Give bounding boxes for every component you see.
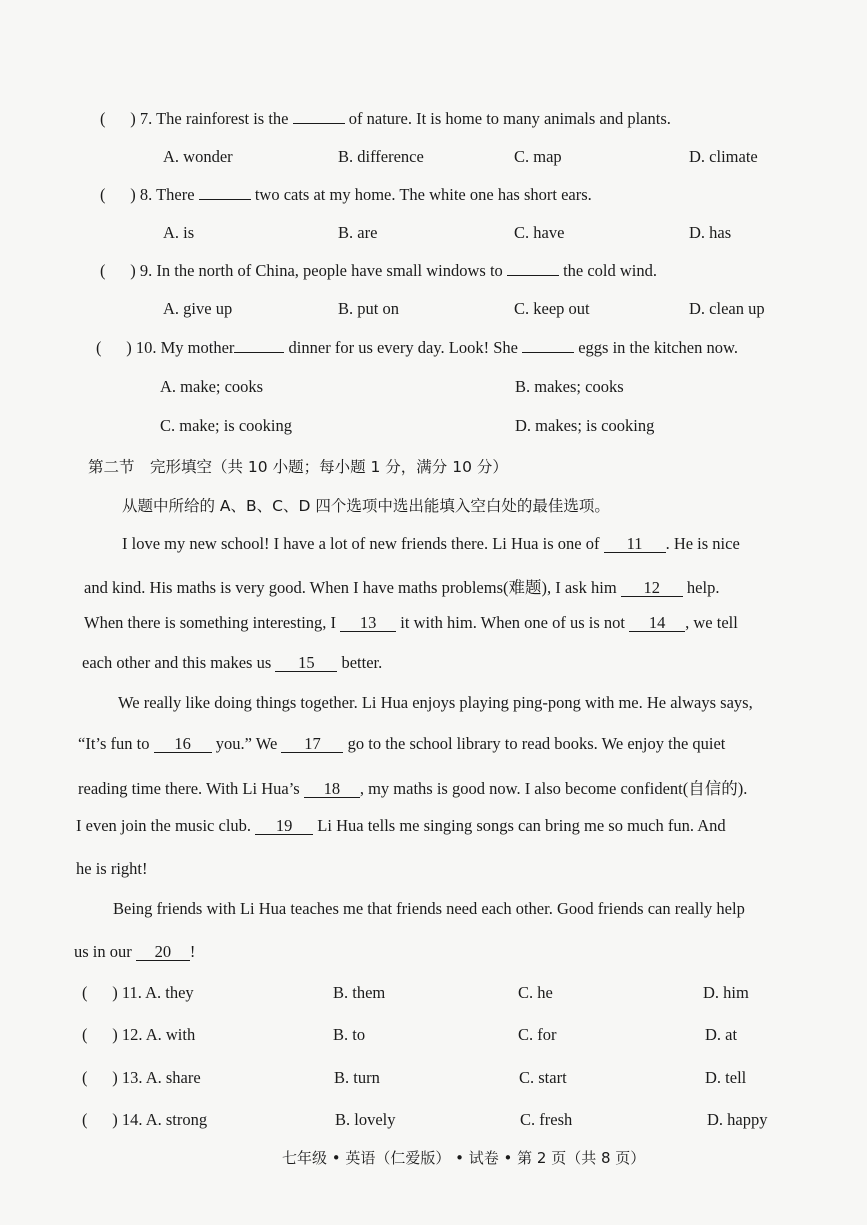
passage-line: each other and this makes us 15 better. — [82, 653, 383, 672]
cloze-blank: 18 — [304, 781, 360, 798]
section-title: 第二节 完形填空（共 10 小题；每小题 1 分，满分 10 分） — [88, 458, 508, 476]
option-c: C. start — [519, 1068, 567, 1087]
option-d: D. clean up — [689, 299, 765, 318]
passage-line: and kind. His maths is very good. When I have maths problems(难题), I ask him 12 help. — [84, 578, 720, 597]
option-b: B. difference — [338, 147, 424, 166]
cloze-blank: 19 — [255, 818, 313, 835]
option-d: D. happy — [707, 1110, 768, 1129]
question-text: eggs in the kitchen now. — [578, 338, 738, 357]
question-number: 13. — [121, 1068, 143, 1087]
cloze-blank: 16 — [154, 736, 212, 753]
option-d: D. climate — [689, 147, 758, 166]
option-b: B. makes; cooks — [515, 377, 624, 396]
option-a: A. strong — [145, 1110, 208, 1129]
answer-bracket: ( ) — [100, 109, 136, 128]
answer-bracket: ( ) — [96, 338, 132, 357]
cloze-blank: 14 — [629, 615, 685, 632]
option-c: C. map — [514, 147, 562, 166]
option-a: A. is — [163, 223, 195, 242]
passage-line: We really like doing things together. Li Hua enjoys playing ping-pong with me. He always says, — [118, 693, 753, 712]
option-d: D. has — [689, 223, 732, 242]
option-a: A. share — [145, 1068, 201, 1087]
option-a: A. give up — [163, 299, 233, 318]
option-b: B. are — [338, 223, 378, 242]
question-number: 10. — [135, 338, 157, 357]
answer-blank — [234, 352, 284, 353]
passage-line: reading time there. With Li Hua’s 18 , my maths is good now. I also become confident(自信的). — [78, 779, 748, 798]
question-number: 11. — [121, 983, 142, 1002]
cloze-question-13 — [82, 1068, 201, 1088]
question-text: dinner for us every day. Look! She — [288, 338, 518, 357]
answer-bracket: ( ) — [82, 1068, 118, 1087]
cloze-blank: 15 — [275, 655, 337, 672]
option-c: C. he — [518, 983, 553, 1002]
question-text: My mother — [160, 338, 235, 357]
option-a: A. make; cooks — [160, 377, 264, 396]
option-c: C. for — [518, 1025, 557, 1044]
question-text: The rainforest is the — [156, 109, 289, 128]
cloze-blank: 20 — [136, 944, 190, 961]
option-b: B. put on — [338, 299, 399, 318]
question-10 — [96, 338, 738, 358]
question-9 — [100, 261, 657, 281]
question-text: two cats at my home. The white one has short ears. — [254, 185, 592, 204]
section-instruction: 从题中所给的 A、B、C、D 四个选项中选出能填入空白处的最佳选项。 — [122, 497, 610, 515]
option-b: B. to — [333, 1025, 366, 1044]
answer-blank — [199, 199, 251, 200]
passage-line: Being friends with Li Hua teaches me that friends need each other. Good friends can really help — [113, 899, 745, 918]
option-b: B. lovely — [335, 1110, 396, 1129]
question-number: 7. — [139, 109, 153, 128]
option-c: C. fresh — [520, 1110, 573, 1129]
option-d: D. tell — [705, 1068, 747, 1087]
option-c: C. keep out — [514, 299, 590, 318]
question-number: 9. — [139, 261, 153, 280]
answer-blank — [293, 123, 345, 124]
option-d: D. him — [703, 983, 749, 1002]
question-text: In the north of China, people have small windows to — [156, 261, 503, 280]
cloze-blank: 13 — [340, 615, 396, 632]
question-text: There — [156, 185, 195, 204]
option-c: C. have — [514, 223, 565, 242]
passage-line: When there is something interesting, I 13 it with him. When one of us is not 14 , we tell — [84, 613, 738, 632]
cloze-blank: 12 — [621, 580, 683, 597]
question-text: of nature. It is home to many animals and plants. — [348, 109, 671, 128]
cloze-question-14 — [82, 1110, 207, 1130]
cloze-blank: 11 — [604, 536, 666, 553]
option-c: C. make; is cooking — [160, 416, 292, 435]
question-8 — [100, 185, 592, 205]
option-b: B. them — [333, 983, 386, 1002]
cloze-question-12 — [82, 1025, 195, 1045]
passage-line: I even join the music club. 19 Li Hua tells me singing songs can bring me so much fun. And — [76, 816, 726, 835]
passage-line: I love my new school! I have a lot of new friends there. Li Hua is one of 11 . He is nice — [122, 534, 740, 553]
passage-line: “It’s fun to 16 you.” We 17 go to the school library to read books. We enjoy the quiet — [78, 734, 726, 753]
question-7 — [100, 109, 671, 129]
page-footer: 七年级 • 英语（仁爱版） • 试卷 • 第 2 页（共 8 页） — [282, 1149, 646, 1167]
option-a: A. wonder — [163, 147, 233, 166]
question-number: 8. — [139, 185, 153, 204]
passage-line: he is right! — [76, 859, 148, 878]
question-text: the cold wind. — [563, 261, 658, 280]
answer-bracket: ( ) — [100, 185, 136, 204]
option-a: A. they — [145, 983, 194, 1002]
option-d: D. at — [705, 1025, 738, 1044]
option-d: D. makes; is cooking — [515, 416, 655, 435]
passage-line: us in our 20 ! — [74, 942, 196, 961]
cloze-blank: 17 — [281, 736, 343, 753]
question-number: 14. — [121, 1110, 143, 1129]
answer-blank — [522, 352, 574, 353]
answer-bracket: ( ) — [82, 983, 118, 1002]
option-a: A. with — [145, 1025, 196, 1044]
question-number: 12. — [121, 1025, 143, 1044]
answer-bracket: ( ) — [100, 261, 136, 280]
answer-blank — [507, 275, 559, 276]
option-b: B. turn — [334, 1068, 380, 1087]
cloze-question-11 — [82, 983, 194, 1003]
answer-bracket: ( ) — [82, 1110, 118, 1129]
answer-bracket: ( ) — [82, 1025, 118, 1044]
